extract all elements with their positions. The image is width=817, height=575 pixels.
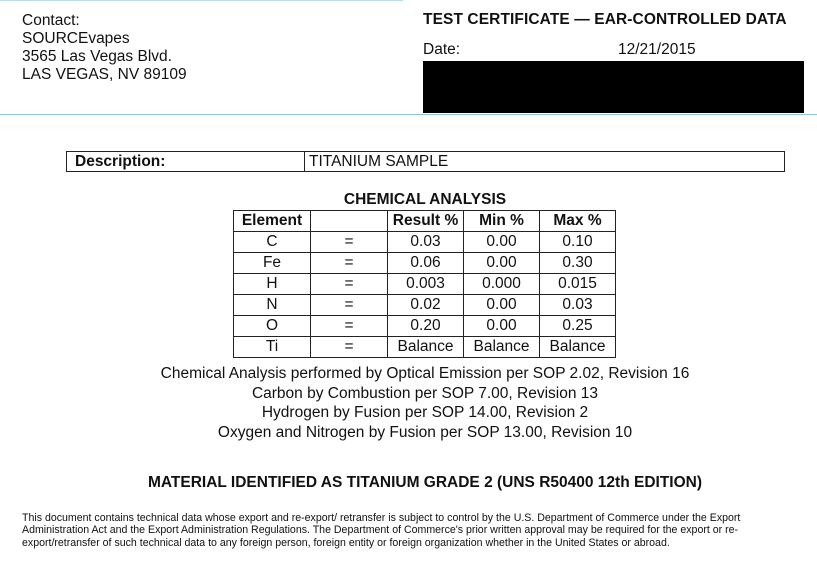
header-top-rule xyxy=(0,0,403,1)
element-cell: O xyxy=(234,316,311,337)
result-cell: Balance xyxy=(388,337,464,358)
min-cell: 0.00 xyxy=(464,316,540,337)
result-cell: 0.003 xyxy=(388,274,464,295)
element-cell: H xyxy=(234,274,311,295)
min-cell: 0.00 xyxy=(464,232,540,253)
table-row xyxy=(234,253,616,274)
element-cell: C xyxy=(234,232,311,253)
contact-street: 3565 Las Vegas Blvd. xyxy=(22,48,172,65)
table-row xyxy=(234,232,616,253)
redaction-block xyxy=(423,61,804,113)
equals-cell: = xyxy=(311,253,388,274)
contact-company: SOURCEvapes xyxy=(22,30,130,47)
header-divider xyxy=(0,114,817,115)
date-label: Date: xyxy=(423,41,461,58)
result-cell: 0.02 xyxy=(388,295,464,316)
min-cell: Balance xyxy=(464,337,540,358)
min-cell: 0.00 xyxy=(464,295,540,316)
table-header-row xyxy=(234,211,616,232)
result-cell: 0.06 xyxy=(388,253,464,274)
contact-city: LAS VEGAS, NV 89109 xyxy=(22,66,187,83)
chemical-analysis-table xyxy=(233,210,616,358)
equals-cell: = xyxy=(311,274,388,295)
table-row xyxy=(234,316,616,337)
contact-line: Contact: xyxy=(22,12,80,29)
analysis-methods xyxy=(0,364,817,442)
column-header-min: Min % xyxy=(464,211,540,232)
chemical-analysis-title: CHEMICAL ANALYSIS xyxy=(343,191,507,208)
method-line-hydrogen: Hydrogen by Fusion per SOP 14.00, Revision 2 xyxy=(261,404,589,421)
description-value: TITANIUM SAMPLE xyxy=(309,153,449,170)
min-cell: 0.00 xyxy=(464,253,540,274)
equals-cell: = xyxy=(311,295,388,316)
result-cell: 0.20 xyxy=(388,316,464,337)
table-row xyxy=(234,295,616,316)
export-disclaimer: This document contains technical data whose export and re-export/ retransfer is subject to control by the U.S. Department of Commerce under the Export Administration Act and the Export Administration Regulations. The Department of Commerce's prior written approval may be required for the export or re-export/retransfer of such technical data to any foreign person, foreign entity or foreign organization whether in the United States or abroad. xyxy=(22,512,741,549)
element-cell: N xyxy=(234,295,311,316)
column-header-blank xyxy=(311,211,388,232)
max-cell: 0.10 xyxy=(540,232,616,253)
max-cell: 0.30 xyxy=(540,253,616,274)
method-line-carbon: Carbon by Combustion per SOP 7.00, Revision 13 xyxy=(251,384,599,402)
element-cell: Ti xyxy=(234,337,311,358)
element-cell: Fe xyxy=(234,253,311,274)
column-header-result: Result % xyxy=(388,211,464,232)
column-header-max: Max % xyxy=(540,211,616,232)
description-box xyxy=(66,151,785,172)
date-value: 12/21/2015 xyxy=(618,41,696,58)
max-cell: Balance xyxy=(540,337,616,358)
column-header-element: Element xyxy=(234,211,311,232)
method-line-oxygen-nitrogen: Oxygen and Nitrogen by Fusion per SOP 13.00, Revision 10 xyxy=(217,423,633,441)
table-row xyxy=(234,274,616,295)
max-cell: 0.03 xyxy=(540,295,616,316)
result-cell: 0.03 xyxy=(388,232,464,253)
table-row xyxy=(234,337,616,358)
equals-cell: = xyxy=(311,316,388,337)
max-cell: 0.25 xyxy=(540,316,616,337)
equals-cell: = xyxy=(311,337,388,358)
equals-cell: = xyxy=(311,232,388,253)
description-label: Description: xyxy=(67,152,305,171)
min-cell: 0.000 xyxy=(464,274,540,295)
certificate-title: TEST CERTIFICATE — EAR-CONTROLLED DATA xyxy=(423,11,787,28)
method-line-optical-emission: Chemical Analysis performed by Optical Emission per SOP 2.02, Revision 16 xyxy=(160,365,690,382)
max-cell: 0.015 xyxy=(540,274,616,295)
contact-block xyxy=(22,12,187,84)
material-identification: MATERIAL IDENTIFIED AS TITANIUM GRADE 2 (UNS R50400 12th EDITION) xyxy=(147,474,703,491)
